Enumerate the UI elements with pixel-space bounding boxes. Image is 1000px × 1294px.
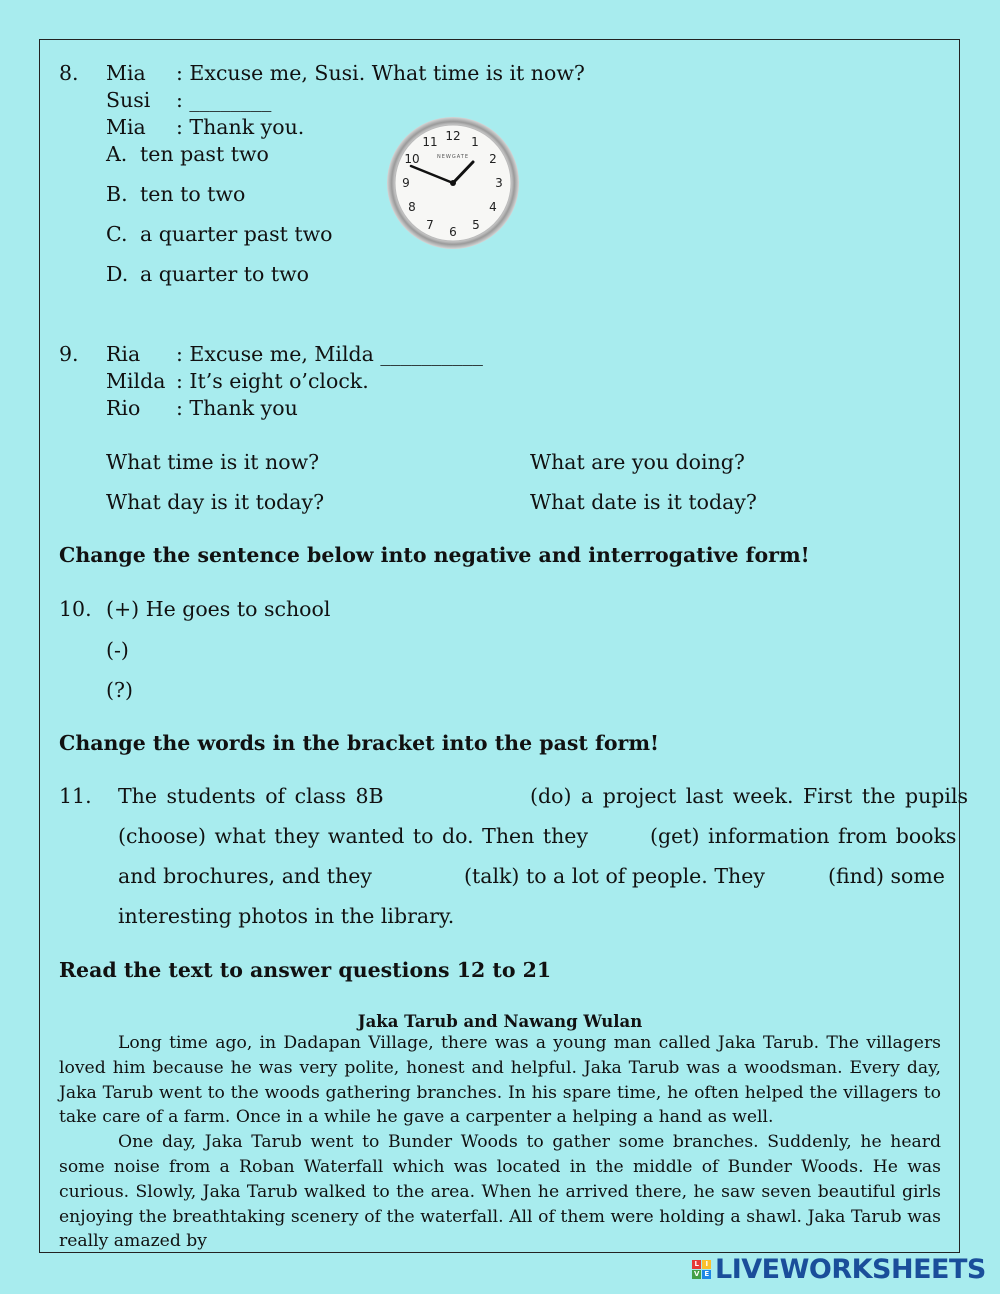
q10-number: 10. [59,597,92,621]
q8-speaker-1: Mia [106,61,146,85]
q10-negative-input[interactable] [135,637,739,661]
q11-text-4: interesting photos in the library. [118,904,455,928]
q8-option-c[interactable]: a quarter past two [140,222,333,246]
q8-line-1: : Excuse me, Susi. What time is it now? [176,61,585,85]
q8-option-b[interactable]: ten to two [140,182,246,206]
q10-negative-label: (-) [106,638,129,662]
svg-text:2: 2 [489,152,497,166]
q8-option-d[interactable]: a quarter to two [140,262,309,286]
section-heading-past-form: Change the words in the bracket into the past form! [59,731,660,755]
q11-text-1b: (do) a project last week. First the pupils [530,784,969,808]
svg-text:7: 7 [426,218,434,232]
q9-choice-1[interactable]: What time is it now? [106,450,320,474]
story-text [59,1031,941,1254]
q8-option-c-letter: C. [106,222,128,246]
section-heading-reading: Read the text to answer questions 12 to 21 [59,958,552,982]
q10-interrogative-label: (?) [106,678,133,702]
q9-number: 9. [59,342,79,366]
q8-option-d-letter: D. [106,262,129,286]
q9-line-3: : Thank you [176,396,298,420]
q11-text-2a: (choose) what they wanted to do. Then they [118,824,589,848]
svg-text:10: 10 [404,152,420,166]
q10-interrogative-input[interactable] [140,677,744,701]
q11-blank-find[interactable] [752,863,826,887]
q8-option-a-letter: A. [106,142,128,166]
q11-blank-talk[interactable] [360,863,462,887]
q8-option-a[interactable]: ten past two [140,142,269,166]
svg-text:6: 6 [449,225,457,239]
q9-line-2: : It’s eight o’clock. [176,369,369,393]
q9-choice-3[interactable]: What day is it today? [106,490,325,514]
q9-speaker-3: Rio [106,396,141,420]
svg-text:9: 9 [402,176,410,190]
svg-text:12: 12 [445,129,461,143]
section-heading-negative-interrogative: Change the sentence below into negative and interrogative form! [59,543,810,567]
svg-text:1: 1 [471,135,479,149]
clock-brand: NEWGATE [437,154,469,160]
q8-option-b-letter: B. [106,182,128,206]
q8-line-2: : ________ [176,88,272,112]
svg-text:3: 3 [495,176,503,190]
q11-blank-get[interactable] [562,823,648,847]
svg-text:5: 5 [472,218,480,232]
story-paragraph-2: One day, Jaka Tarub went to Bunder Woods to gather some branches. Suddenly, he heard some noise from a Roban Waterfall which was located in the middle of Bunder Woods. He was curious. Slowly, Jaka Tarub walked to the area. When he arrived there, he saw seven beautiful girls enjoying the breathtaking scenery of the waterfall. All of them were holding a shawl. Jaka Tarub was really amazed by [59,1132,941,1252]
q11-blank-do[interactable] [372,783,526,807]
q9-choice-2[interactable]: What are you doing? [530,450,745,474]
q9-speaker-2: Milda [106,369,166,393]
q10-positive: (+) He goes to school [106,597,331,621]
q11-text-2b: (get) information from books [650,824,957,848]
svg-text:11: 11 [422,135,438,149]
q8-line-3: : Thank you. [176,115,305,139]
logo-text: LIVEWORKSHEETS [715,1253,986,1285]
q8-speaker-3: Mia [106,115,146,139]
svg-text:4: 4 [489,200,497,214]
logo-tiles-icon: L I V E [692,1260,711,1279]
q8-speaker-2: Susi [106,88,151,112]
q11-text-3b: (talk) to a lot of people. They [464,864,765,888]
story-paragraph-1: Long time ago, in Dadapan Village, there was a young man called Jaka Tarub. The villagers loved him because he was very polite, honest and helpful. Jaka Tarub was a woodsman. Every day, Jaka Tarub went to the woods gathering branches. In his spare time, he often helped the villagers to take care of a farm. Once in a while he gave a carpenter a helping a hand as well. [59,1033,941,1128]
q9-line-1: : Excuse me, Milda __________ [176,342,483,366]
q11-number: 11. [59,784,92,808]
q11-text-1a: The students of class 8B [118,784,384,808]
svg-text:8: 8 [408,200,416,214]
wall-clock-image [386,116,520,250]
q11-text-3c: (find) some [828,864,945,888]
liveworksheets-logo [692,1254,986,1284]
q11-text-3a: and brochures, and they [118,864,372,888]
q9-choice-4[interactable]: What date is it today? [530,490,757,514]
story-title: Jaka Tarub and Nawang Wulan [357,1012,643,1031]
q9-speaker-1: Ria [106,342,141,366]
q8-number: 8. [59,61,79,85]
